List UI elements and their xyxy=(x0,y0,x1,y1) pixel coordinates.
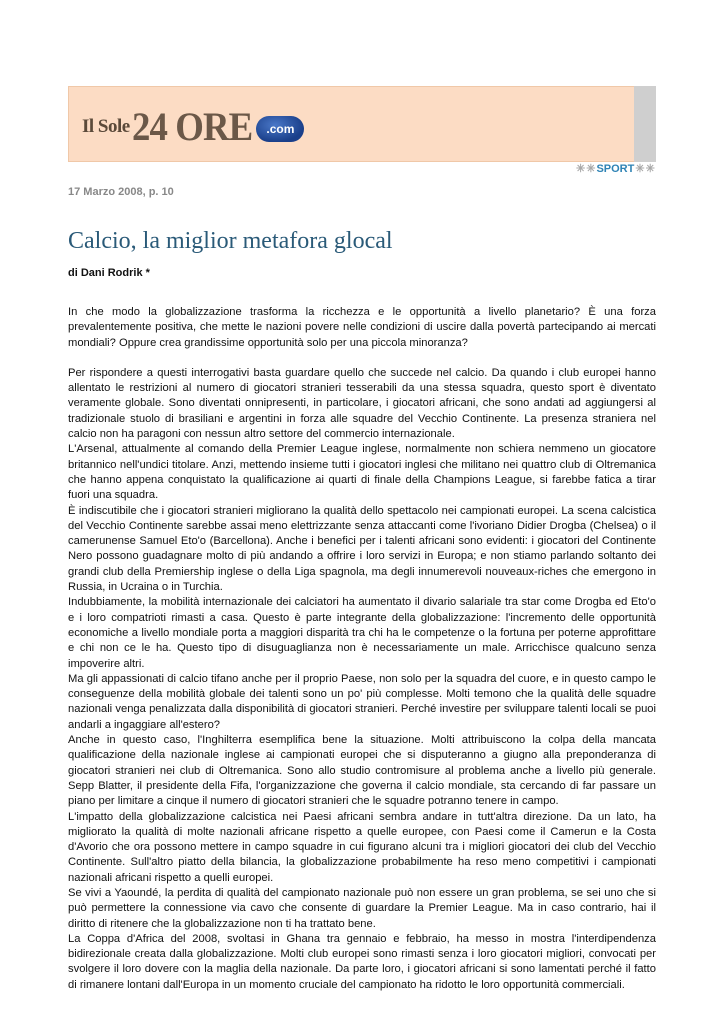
site-logo[interactable] xyxy=(82,104,304,149)
body-paragraph: L'impatto della globalizzazione calcistica nei Paesi africani sembra andare in tutt'altra direzione. Da un lato, ha migliorato la qualità di molte nazionali africane rispetto a quelle europee, con Paesi come il Camerun e la Costa d'Avorio che ora possono mettere in campo squadre in cui figurano alcuni tra i migliori giocatori dei club del Vecchio Continente. Sull'altro piatto della bilancia, la globalizzazione probabilmente ha reso meno competitivi i campionati nazionali africani rispetto a quelli europei. xyxy=(68,810,656,884)
section-label[interactable]: SPORT xyxy=(596,162,635,175)
body-paragraph: Per rispondere a questi interrogativi basta guardare quello che succede nel calcio. Da quando i club europei hanno allentato le restrizioni al numero di giocatori stranieri tesserabili da una stessa squadra, questo sport è diventato veramente globale. Sono diventati onnipresenti, in particolare, i giocatori africani, che sono andati ad aggiungersi al tradizionale stuolo di brasiliani e argentini in forza alle squadre del Vecchio Continente. La presenza straniera nel calcio non ha paragoni con nessun altro settore del commercio internazionale. xyxy=(68,366,656,441)
body-paragraph: Se vivi a Yaoundé, la perdita di qualità del campionato nazionale può non essere un gran problema, se sei uno che si può permettere la connessione via cavo che consente di guardare la Premier League. Ma in caso contrario, hai il diritto di ritenere che la globalizzazione non ti ha trattato bene. xyxy=(68,886,656,930)
star-icon: ✳ xyxy=(576,163,586,175)
article-body xyxy=(68,305,656,993)
star-icon: ✳ xyxy=(645,163,655,175)
body-paragraph: È indiscutibile che i giocatori stranieri migliorano la qualità dello spettacolo nei campionati europei. La scena calcistica del Vecchio Continente sarebbe assai meno elettrizzante senza attaccanti come l'ivoriano Didier Drogba (Chelsea) o il camerunense Samuel Eto'o (Barcellona). Anche i benefici per i talenti africani sono evidenti: i giocatori del Continente Nero possono guadagnare molto di più andando a offrire i loro servizi in Europa; e non stiamo parlando soltanto dei grandi club della Premiership inglese o della Liga spagnola, ma degli innumerevoli nouveaux-riches che emergono in Russia, in Ucraina o in Turchia. xyxy=(68,504,656,594)
body-paragraph: La Coppa d'Africa del 2008, svoltasi in Ghana tra gennaio e febbraio, ha messo in mostra l'interdipendenza bidirezionale creata dalla globalizzazione. Molti club europei sono rimasti senza i loro giocatori migliori, convocati per svolgere il loro dovere con la maglia della nazionale. Da parte loro, i giocatori africani si sono lamentati perché il fatto di rimanere lontani dall'Europa in un momento cruciale del campionato ha ridotto le loro opportunità commerciali. xyxy=(68,932,656,991)
logo-main: 24 ORE xyxy=(131,104,252,149)
body-paragraph: Ma gli appassionati di calcio tifano anche per il proprio Paese, non solo per la squadra del cuore, e in questo campo le conseguenze della mobilità globale dei talenti sono un po' più complesse. Molti temono che la qualità delle squadre nazionali venga penalizzata dalla disponibilità di giocatori stranieri. Perché investire per sviluppare talenti locali se puoi andarli a ingaggiare all'estero? xyxy=(68,672,656,731)
body-paragraph: L'Arsenal, attualmente al comando della Premier League inglese, normalmente non schiera nemmeno un giocatore britannico nell'undici titolare. Anzi, mettendo insieme tutti i giocatori inglesi che militano nei quattro club di Oltremanica che hanno appena conquistato la qualificazione ai quarti di finale della Champions League, si farebbe fatica a tirar fuori una squadra. xyxy=(68,443,656,502)
logo-prefix: Il Sole xyxy=(82,116,130,137)
section-tag[interactable] xyxy=(576,162,655,175)
banner-strip xyxy=(634,86,656,162)
article-byline: di Dani Rodrik * xyxy=(68,267,150,279)
logo-suffix: .com xyxy=(256,116,304,142)
body-paragraph: In che modo la globalizzazione trasforma la ricchezza e le opportunità a livello planetario? È una forza prevalentemente positiva, che mette le nazioni povere nelle condizioni di uscire dalla povertà partecipando ai mercati mondiali? Oppure crea grandissime opportunità solo per una piccola minoranza? xyxy=(68,306,656,349)
star-icon: ✳ xyxy=(635,163,645,175)
header-banner xyxy=(68,86,656,162)
body-paragraph: Anche in questo caso, l'Inghilterra esemplifica bene la situazione. Molti attribuiscono la colpa della mancata qualificazione della nazionale inglese ai campionati europei che si disputeranno a giugno alla preponderanza di giocatori stranieri nei club di Oltremanica. Sono allo studio contromisure al problema anche a livello più generale. Sepp Blatter, il presidente della Fifa, l'organizzazione che governa il calcio mondiale, sta cercando di far passare un piano per limitare a cinque il numero di giocatori stranieri che le squadre potranno tenere in campo. xyxy=(68,734,656,808)
article-date: 17 Marzo 2008, p. 10 xyxy=(68,186,174,198)
star-icon: ✳ xyxy=(586,163,596,175)
body-paragraph: Indubbiamente, la mobilità internazionale dei calciatori ha aumentato il divario salariale tra star come Drogba ed Eto'o e i loro compatrioti rimasti a casa. Questo è parte integrante della globalizzazione: l'incremento delle opportunità economiche a livello mondiale porta a maggiori disparità tra chi ha le competenze o la fortuna per poterne approfittare e chi non ce le ha. Questo tipo di disuguaglianza non è necessariamente un male. Arricchisce qualcuno senza impoverire altri. xyxy=(68,596,656,670)
article-title: Calcio, la miglior metafora glocal xyxy=(68,228,393,254)
